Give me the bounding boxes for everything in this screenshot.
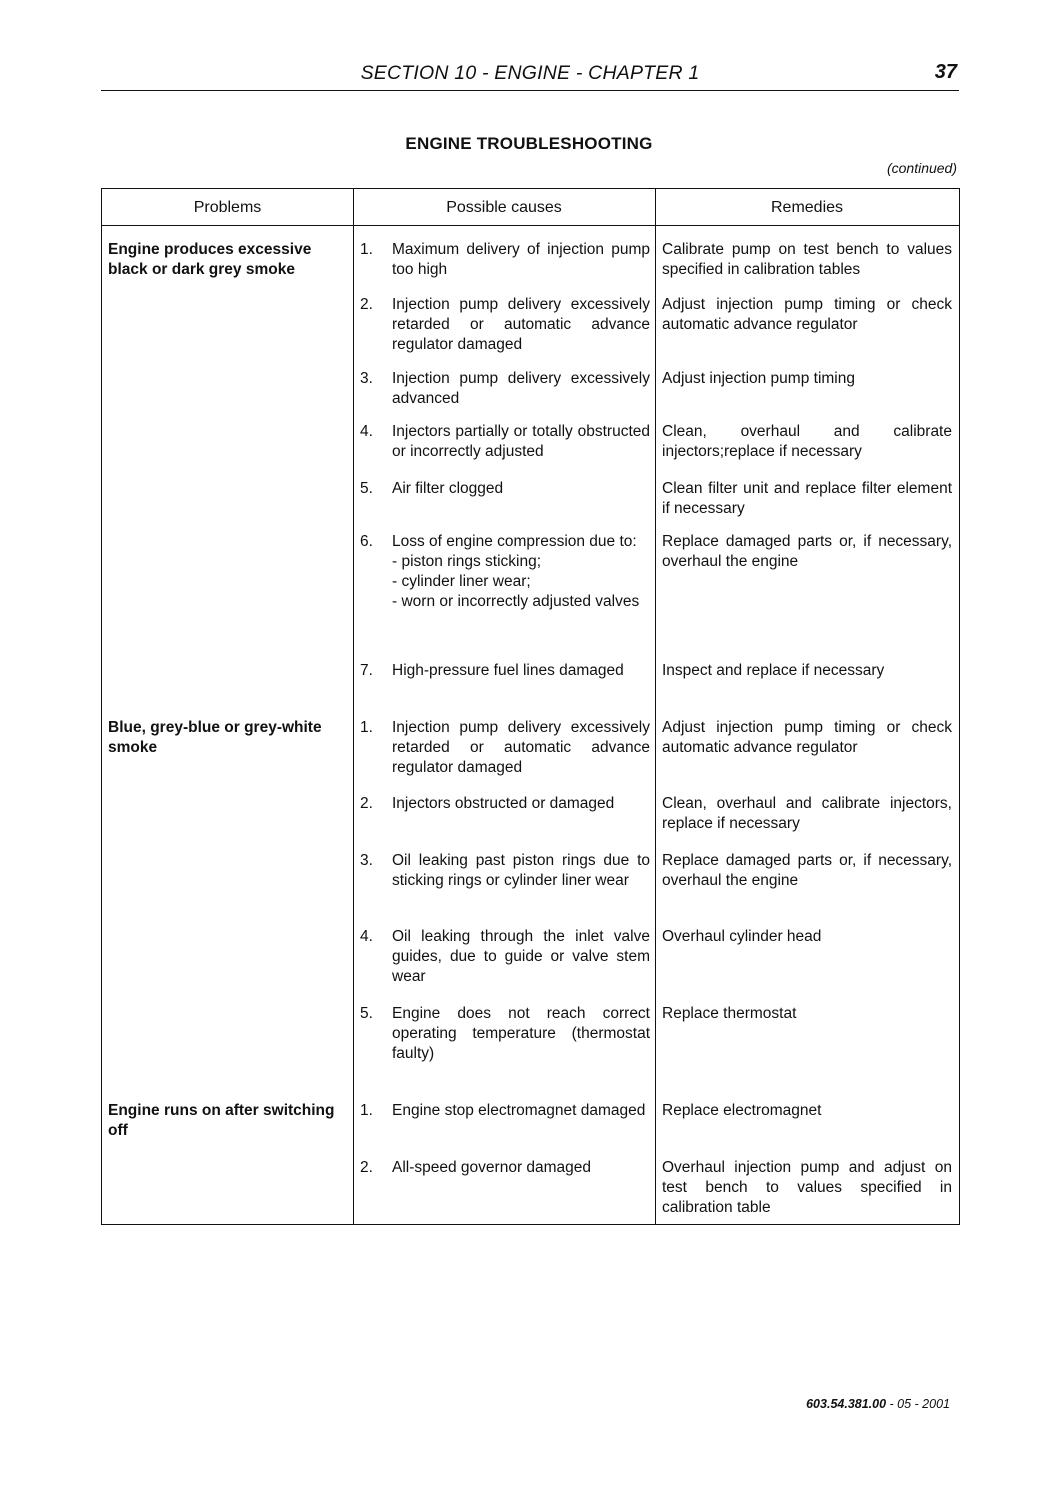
problem-label: Blue, grey-blue or grey-white smoke: [108, 719, 322, 756]
cause-number: 2.: [360, 296, 373, 313]
remedy-text: Inspect and replace if necessary: [662, 662, 885, 679]
cause-text: Injection pump delivery excessively retarded or automatic advance regulator damaged: [392, 296, 650, 353]
cause-text: Oil leaking past piston rings due to sticking rings or cylinder liner wear: [392, 852, 650, 889]
continued-note: (continued): [886, 160, 957, 176]
cause-number: 2.: [360, 1159, 373, 1176]
remedy-text: Replace damaged parts or, if necessary, overhaul the engine: [662, 852, 952, 889]
cause-text: Oil leaking through the inlet valve guides, due to guide or valve stem wear: [392, 928, 650, 985]
remedy-text: Adjust injection pump timing: [662, 370, 855, 387]
cause-text: Engine stop electromagnet damaged: [392, 1102, 646, 1119]
remedy-text: Replace electromagnet: [662, 1102, 822, 1119]
section-title: SECTION 10 - ENGINE - CHAPTER 1: [360, 62, 700, 84]
cause-text: High-pressure fuel lines damaged: [392, 662, 624, 679]
page-number: 37: [934, 61, 957, 83]
cause-text: Injection pump delivery excessively retarded or automatic advance regulator damaged: [392, 719, 650, 776]
document-date: - 05 - 2001: [886, 1397, 950, 1411]
page-title: ENGINE TROUBLESHOOTING: [405, 134, 653, 153]
cause-text: Air filter clogged: [392, 480, 504, 497]
remedy-text: Overhaul injection pump and adjust on test bench to values specified in calibration table: [662, 1159, 952, 1216]
header-divider: [102, 225, 959, 226]
cause-number: 3.: [360, 852, 373, 869]
cause-text: Injectors obstructed or damaged: [392, 795, 615, 812]
cause-text: Maximum delivery of injection pump too high: [392, 241, 650, 278]
cause-number: 3.: [360, 370, 373, 387]
cause-number: 1.: [360, 1102, 373, 1119]
cause-text: All-speed governor damaged: [392, 1159, 592, 1176]
remedy-text: Adjust injection pump timing or check automatic advance regulator: [662, 719, 952, 756]
cause-number: 2.: [360, 795, 373, 812]
problem-label: Engine runs on after switching off: [108, 1102, 335, 1139]
column-divider: [353, 189, 354, 1224]
cause-number: 7.: [360, 662, 373, 679]
document-code: 603.54.381.00: [806, 1397, 887, 1411]
remedy-text: Replace damaged parts or, if necessary, overhaul the engine: [662, 533, 952, 570]
remedy-text: Clean, overhaul and calibrate injectors, replace if necessary: [662, 795, 952, 832]
column-header-causes: Possible causes: [446, 199, 562, 216]
column-header-remedies: Remedies: [770, 199, 844, 216]
remedy-text: Calibrate pump on test bench to values specified in calibration tables: [662, 241, 952, 278]
page-footer: [806, 1397, 950, 1411]
cause-number: 1.: [360, 241, 373, 258]
cause-number: 6.: [360, 533, 373, 550]
column-header-problems: Problems: [193, 199, 262, 216]
problem-label: Engine produces excessive black or dark grey smoke: [108, 241, 312, 278]
cause-text: Injectors partially or totally obstructed or incorrectly adjusted: [392, 423, 650, 460]
remedy-text: Adjust injection pump timing or check automatic advance regulator: [662, 296, 952, 333]
column-divider: [655, 189, 656, 1224]
cause-text: Engine does not reach correct operating temperature (thermostat faulty): [392, 1005, 650, 1062]
cause-number: 5.: [360, 1005, 373, 1022]
cause-text: Injection pump delivery excessively advanced: [392, 370, 650, 407]
cause-number: 4.: [360, 423, 373, 440]
page-header: [101, 60, 959, 91]
cause-text: Loss of engine compression due to: - piston rings sticking; - cylinder liner wear; - worn or incorrectly adjusted valves: [392, 533, 640, 610]
remedy-text: Overhaul cylinder head: [662, 928, 822, 945]
cause-number: 1.: [360, 719, 373, 736]
remedy-text: Replace thermostat: [662, 1005, 797, 1022]
remedy-text: Clean, overhaul and calibrate injectors;replace if necessary: [662, 423, 952, 460]
cause-number: 4.: [360, 928, 373, 945]
troubleshooting-table: [101, 188, 960, 1225]
cause-number: 5.: [360, 480, 373, 497]
remedy-text: Clean filter unit and replace filter element if necessary: [662, 480, 952, 517]
